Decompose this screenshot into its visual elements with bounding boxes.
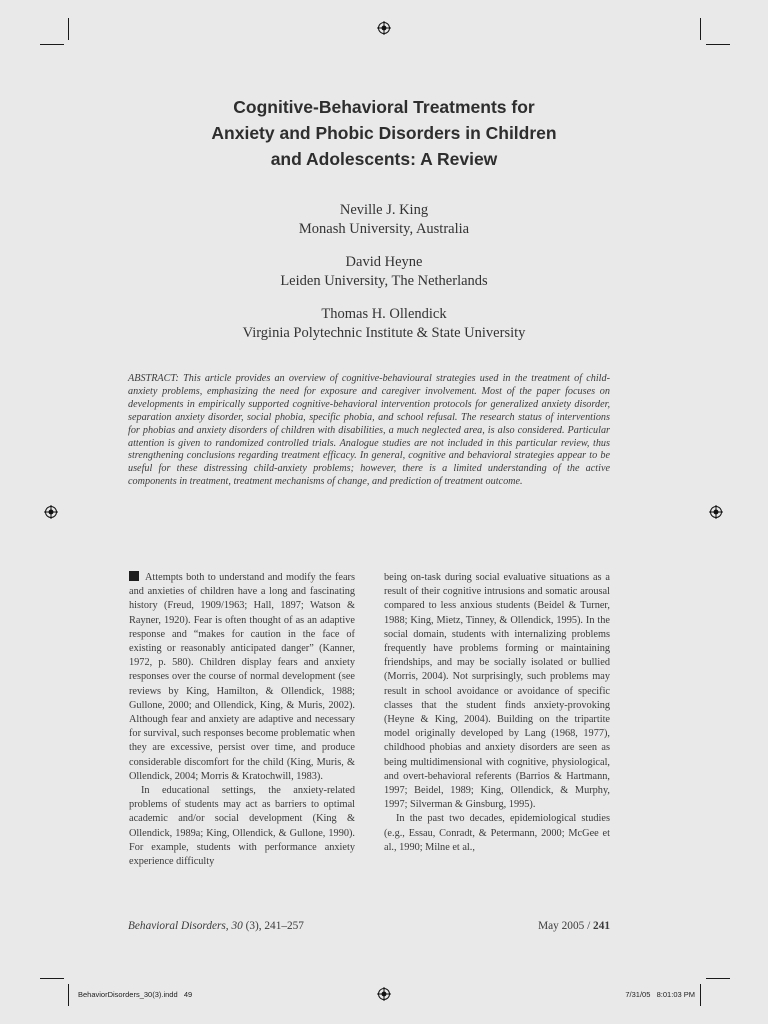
body-paragraph xyxy=(129,571,355,784)
author-name: David Heyne xyxy=(345,254,423,270)
body-paragraph: In educational settings, the anxiety-related problems of students may act as barriers to optimal academic and/or social development (King & Ollendick, 1989a; King, Ollendick, & Gullone, 1990). For example, students with performance anxiety experience difficulty xyxy=(129,785,355,868)
crop-mark xyxy=(40,44,64,45)
author-affiliation: Virginia Polytechnic Institute & State University xyxy=(242,325,526,341)
author-affiliation: Monash University, Australia xyxy=(298,221,470,237)
title-line: Anxiety and Phobic Disorders in Children xyxy=(211,123,557,143)
crop-mark xyxy=(706,44,730,45)
slug-timestamp: 7/31/05 8:01:03 PM xyxy=(625,990,695,999)
journal-citation xyxy=(128,920,304,932)
slug-file: BehaviorDisorders_30(3).indd 49 xyxy=(78,990,193,999)
author-block xyxy=(100,305,668,343)
journal-issue-pages: (3), 241–257 xyxy=(245,920,304,932)
registration-mark-icon xyxy=(709,505,723,519)
crop-mark xyxy=(68,18,69,40)
article-title xyxy=(100,94,668,172)
author-name: Neville J. King xyxy=(339,202,429,218)
title-line: Cognitive-Behavioral Treatments for xyxy=(233,97,535,117)
page-date xyxy=(538,920,610,932)
title-line: and Adolescents: A Review xyxy=(270,149,498,169)
left-column xyxy=(129,571,355,869)
registration-mark-icon xyxy=(377,987,391,1001)
issue-date: May 2005 / xyxy=(538,920,591,932)
crop-mark xyxy=(700,18,701,40)
crop-mark xyxy=(700,984,701,1006)
author-block xyxy=(100,201,668,239)
crop-mark xyxy=(40,978,64,979)
crop-mark xyxy=(706,978,730,979)
registration-mark-icon xyxy=(44,505,58,519)
body-paragraph: In the past two decades, epidemiological studies (e.g., Essau, Conradt, & Petermann, 2000; McGee et al., 1990; Milne et al., xyxy=(384,813,610,853)
right-column xyxy=(384,571,610,855)
registration-mark-icon xyxy=(377,21,391,35)
author-name: Thomas H. Ollendick xyxy=(321,306,447,322)
author-affiliation: Leiden University, The Netherlands xyxy=(280,273,488,289)
author-block xyxy=(100,253,668,291)
body-paragraph: being on-task during social evaluative situations as a result of their cognitive intrusions and somatic arousal compared to less anxious students (Beidel & Turner, 1988; King, Mietz, Tinney, & Ollendick, 1995). In the social domain, students with internalizing problems frequently have problems forming or maintaining friendships, and may be socially isolated or bullied (Morris, 2004). Not surprisingly, such problems may result in school avoidance or avoidance of specific classes that the student finds anxiety-provoking (Heyne & King, 2004). Building on the tripartite model originally developed by Lang (1968, 1977), childhood phobias and anxiety disorders are seen as being multidimensional with cognitive, physiological, and overt-behavioral referents (Barrios & Hartmann, 1997; Beidel, 1989; King, Ollendick, & Murphy, 1997; Silverman & Ginsburg, 1995). xyxy=(384,572,610,811)
paragraph-text: Attempts both to understand and modify the fears and anxieties of children have a long and fascinating history (Freud, 1909/1963; Hall, 1897; Watson & Rayner, 1920). Fear is often thought of as an adaptive response and “makes for caution in the face of existing or reasonably anticipated danger” (Kanner, 1972, p. 580). Children display fears and anxiety responses over the course of normal development (see reviews by King, Hamilton, & Ollendick, 1988; Gullone, 2000; and Ollendick, King, & Muris, 2002). Although fear and anxiety are adaptive and necessary for survival, such responses become problematic when they are excessive, persist over time, and produce considerable discomfort for the child (King, Muris, & Ollendick, 2004; Morris & Kratochwill, 1983). xyxy=(129,572,355,782)
section-marker-icon xyxy=(129,571,139,581)
abstract: ABSTRACT: This article provides an overview of cognitive-behavioural strategies used in the treatment of child-anxiety problems, emphasizing the need for exposure and caregiver involvement. Most of the paper focuses on developments in empirically supported cognitive-behavioral intervention protocols for generalized anxiety disorder, separation anxiety disorder, social phobia, specific phobia, and school refusal. The research status of interventions for phobias and anxiety disorders of children with disabilities, a much neglected area, is also considered. Particular attention is given to randomized controlled trials. Analogue studies are not included in this particular review, thus strengthening conclusions regarding treatment efficacy. In general, cognitive and behavioral strategies appear to be useful for these distressing child-anxiety problems; however, there is a limited understanding of the active components in treatment, treatment mechanisms of change, and prediction of treatment outcome. xyxy=(128,373,610,488)
crop-mark xyxy=(68,984,69,1006)
page-number: 241 xyxy=(593,920,610,932)
journal-name: Behavioral Disorders, xyxy=(128,920,229,932)
journal-volume: 30 xyxy=(231,920,243,932)
